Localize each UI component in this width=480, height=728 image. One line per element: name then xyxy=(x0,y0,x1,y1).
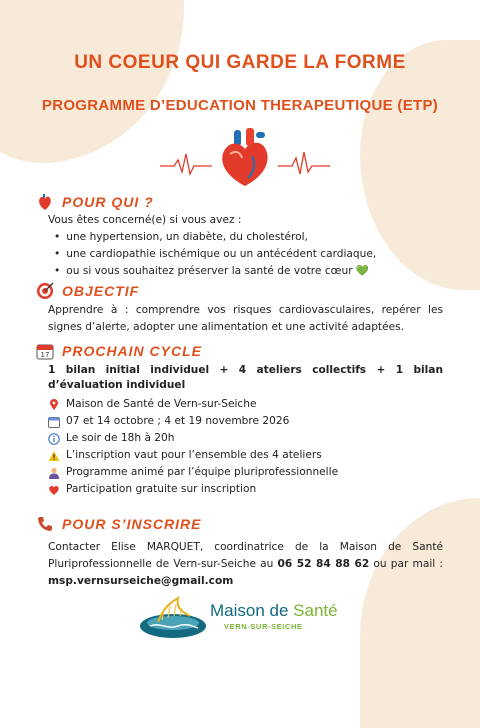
maison-de-sante-logo xyxy=(138,596,368,642)
detail-text: L’inscription vaut pour l’ensemble des 4 ateliers xyxy=(66,449,322,461)
svg-text:17: 17 xyxy=(40,351,50,359)
list-item: • une hypertension, un diabète, du cholestérol, xyxy=(66,229,443,246)
pin-icon xyxy=(48,399,60,411)
detail-row xyxy=(48,447,443,464)
section-heading-objectif xyxy=(36,282,139,300)
pour-qui-body xyxy=(48,212,443,280)
section-heading-inscription xyxy=(36,515,201,533)
section-heading-pour-qui xyxy=(36,193,154,211)
logo-name-part2: Santé xyxy=(293,601,338,620)
detail-row xyxy=(48,464,443,481)
inscription-text-middle: ou par mail : xyxy=(369,558,443,570)
pour-qui-list xyxy=(48,229,443,280)
detail-text: 07 et 14 octobre ; 4 et 19 novembre 2026 xyxy=(66,415,290,427)
detail-text: Maison de Santé de Vern-sur-Seiche xyxy=(66,398,257,410)
calendar-icon xyxy=(48,416,60,428)
detail-text: Programme animé par l’équipe pluriprofessionnelle xyxy=(66,466,339,478)
cycle-summary: 1 bilan initial individuel + 4 ateliers collectifs + 1 bilan d’évaluation individuel xyxy=(48,364,443,391)
detail-text: Le soir de 18h à 20h xyxy=(66,432,175,444)
objectif-text: Apprendre à : comprendre vos risques cardiovasculaires, repérer les signes d’alerte, adopter une alimentation et une activité adaptées. xyxy=(48,304,443,333)
warning-icon xyxy=(48,450,60,462)
page-subtitle: PROGRAMME D’EDUCATION THERAPEUTIQUE (ETP) xyxy=(41,97,439,114)
anatomical-heart-icon xyxy=(36,193,54,211)
section-title: POUR QUI ? xyxy=(62,194,154,210)
heart-icon xyxy=(48,484,60,496)
list-item: • une cardiopathie ischémique ou un antécédent cardiaque, xyxy=(66,246,443,263)
person-icon xyxy=(48,467,60,479)
section-title: POUR S’INSCRIRE xyxy=(62,516,202,532)
detail-text: Participation gratuite sur inscription xyxy=(66,483,257,495)
phone-icon xyxy=(36,515,54,533)
detail-row xyxy=(48,481,443,498)
info-icon xyxy=(48,433,60,445)
logo-emblem-icon xyxy=(138,596,208,640)
detail-row xyxy=(48,396,443,413)
section-title: OBJECTIF xyxy=(62,283,140,299)
logo-name-part1: Maison de xyxy=(210,601,294,620)
calendar-icon xyxy=(36,342,54,360)
logo-name xyxy=(210,601,338,621)
target-icon xyxy=(36,282,54,300)
list-item: • ou si vous souhaitez préserver la santé de votre cœur 💚 xyxy=(66,263,443,280)
detail-row xyxy=(48,430,443,447)
section-heading-prochain-cycle xyxy=(36,342,202,360)
page-title: UN COEUR QUI GARDE LA FORME xyxy=(74,52,406,73)
inscription-text-before: Contacter Elise MARQUET, coordinatrice de la Maison de Santé Pluriprofessionnelle de Vern-sur-Seiche au xyxy=(48,541,443,570)
anatomical-heart-icon xyxy=(222,128,267,186)
pour-qui-intro: Vous êtes concerné(e) si vous avez : xyxy=(48,214,242,226)
logo-subtitle: VERN-SUR-SEICHE xyxy=(224,622,303,631)
inscription-text xyxy=(48,539,443,590)
detail-row xyxy=(48,413,443,430)
heart-ecg-illustration xyxy=(160,128,330,188)
email-link[interactable]: msp.vernsurseiche@gmail.com xyxy=(48,575,234,587)
phone-number[interactable]: 06 52 84 88 62 xyxy=(277,558,370,570)
section-title: PROCHAIN CYCLE xyxy=(62,343,203,359)
cycle-details xyxy=(48,396,443,498)
